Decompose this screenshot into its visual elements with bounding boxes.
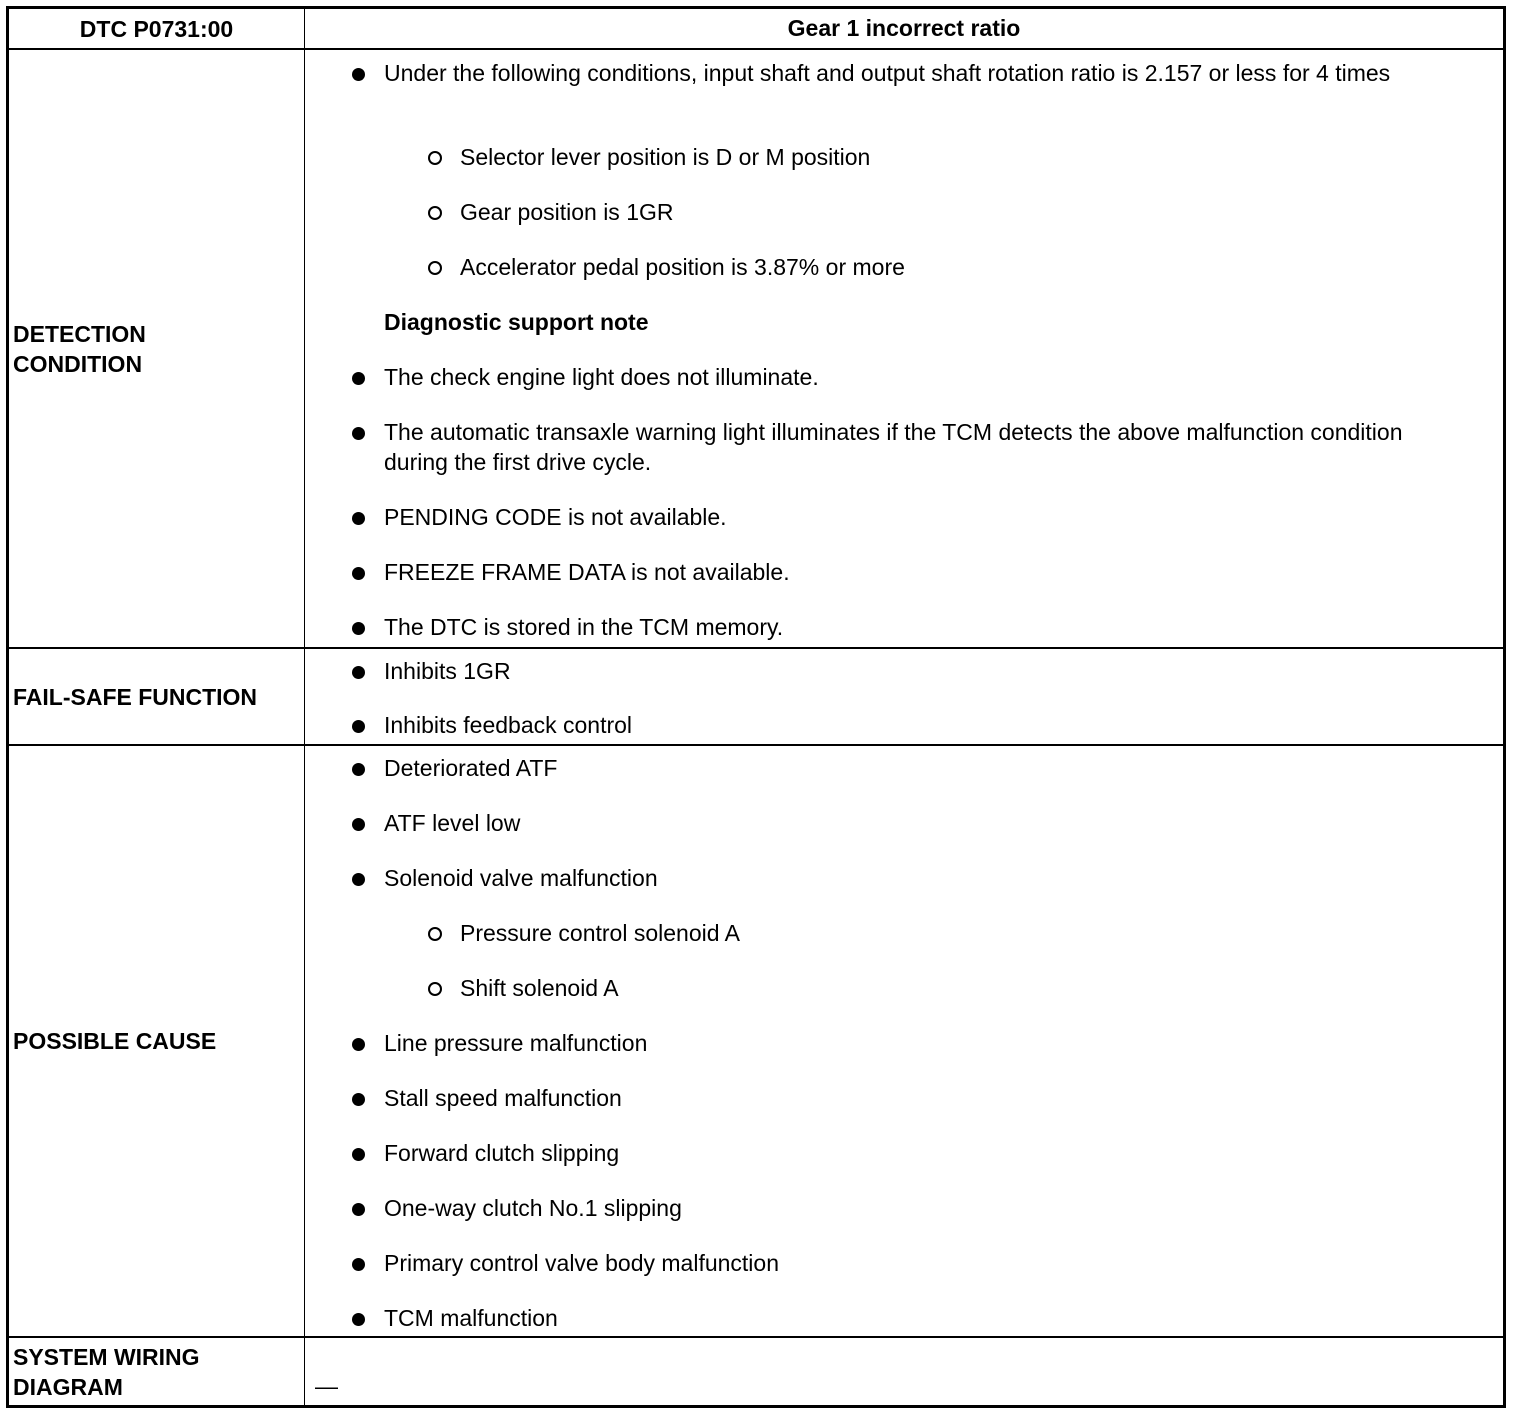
header-row <box>9 9 1503 50</box>
failsafe-item: Inhibits feedback control <box>384 712 633 738</box>
note-item: The DTC is stored in the TCM memory. <box>384 614 784 640</box>
causes-row <box>9 746 1503 1338</box>
dtc-title: Gear 1 incorrect ratio <box>787 15 1021 41</box>
note-heading: Diagnostic support note <box>384 309 649 335</box>
causes-label: POSSIBLE CAUSE <box>9 746 305 1336</box>
solenoid-item: Pressure control solenoid A <box>460 920 740 946</box>
bullet-dot-icon <box>352 763 365 776</box>
detection-content <box>305 50 1503 647</box>
failsafe-label: FAIL-SAFE FUNCTION <box>9 649 305 744</box>
cause-item: Line pressure malfunction <box>384 1030 648 1056</box>
bullet-circle-icon <box>428 927 442 941</box>
bullet-dot-icon <box>352 666 365 679</box>
wiring-row <box>9 1338 1503 1405</box>
cause-item: Primary control valve body malfunction <box>384 1250 779 1276</box>
detection-row <box>9 50 1503 649</box>
condition-item: Gear position is 1GR <box>460 199 674 225</box>
note-item: PENDING CODE is not available. <box>384 504 727 530</box>
detection-label: DETECTION CONDITION <box>9 50 305 647</box>
bullet-dot-icon <box>352 1148 365 1161</box>
bullet-dot-icon <box>352 1038 365 1051</box>
note-item: FREEZE FRAME DATA is not available. <box>384 559 790 585</box>
wiring-label: SYSTEM WIRING DIAGRAM <box>9 1338 305 1405</box>
bullet-dot-icon <box>352 372 365 385</box>
bullet-dot-icon <box>352 622 365 635</box>
bullet-circle-icon <box>428 982 442 996</box>
failsafe-item: Inhibits 1GR <box>384 658 511 684</box>
note-item: The check engine light does not illuminate. <box>384 364 819 390</box>
wiring-value: — <box>315 1373 338 1399</box>
bullet-dot-icon <box>352 567 365 580</box>
cause-item: Forward clutch slipping <box>384 1140 620 1166</box>
condition-item: Selector lever position is D or M position <box>460 144 871 170</box>
cause-item: Deteriorated ATF <box>384 755 558 781</box>
solenoid-item: Shift solenoid A <box>460 975 619 1001</box>
bullet-dot-icon <box>352 1313 365 1326</box>
causes-content <box>305 746 1503 1336</box>
bullet-dot-icon <box>352 512 365 525</box>
bullet-dot-icon <box>352 1258 365 1271</box>
detection-intro: Under the following conditions, input shaft and output shaft rotation ratio is 2.157 or less for 4 times <box>384 60 1391 86</box>
bullet-dot-icon <box>352 873 365 886</box>
bullet-dot-icon <box>352 720 365 733</box>
note-item: The automatic transaxle warning light illuminates if the TCM detects the above malfunction condition during the first drive cycle. <box>384 419 1403 475</box>
bullet-circle-icon <box>428 151 442 165</box>
failsafe-row <box>9 649 1503 746</box>
failsafe-content <box>305 649 1503 744</box>
dtc-table <box>6 6 1506 1408</box>
cause-item: Solenoid valve malfunction <box>384 865 658 891</box>
dtc-code: DTC P0731:00 <box>9 9 305 48</box>
bullet-dot-icon <box>352 1093 365 1106</box>
cause-item: ATF level low <box>384 810 521 836</box>
bullet-dot-icon <box>352 68 365 81</box>
bullet-circle-icon <box>428 261 442 275</box>
bullet-dot-icon <box>352 1203 365 1216</box>
cause-item: Stall speed malfunction <box>384 1085 622 1111</box>
bullet-dot-icon <box>352 427 365 440</box>
cause-item: TCM malfunction <box>384 1305 558 1331</box>
wiring-content <box>305 1338 1503 1405</box>
bullet-circle-icon <box>428 206 442 220</box>
cause-item: One-way clutch No.1 slipping <box>384 1195 682 1221</box>
condition-item: Accelerator pedal position is 3.87% or more <box>460 254 905 280</box>
bullet-dot-icon <box>352 818 365 831</box>
